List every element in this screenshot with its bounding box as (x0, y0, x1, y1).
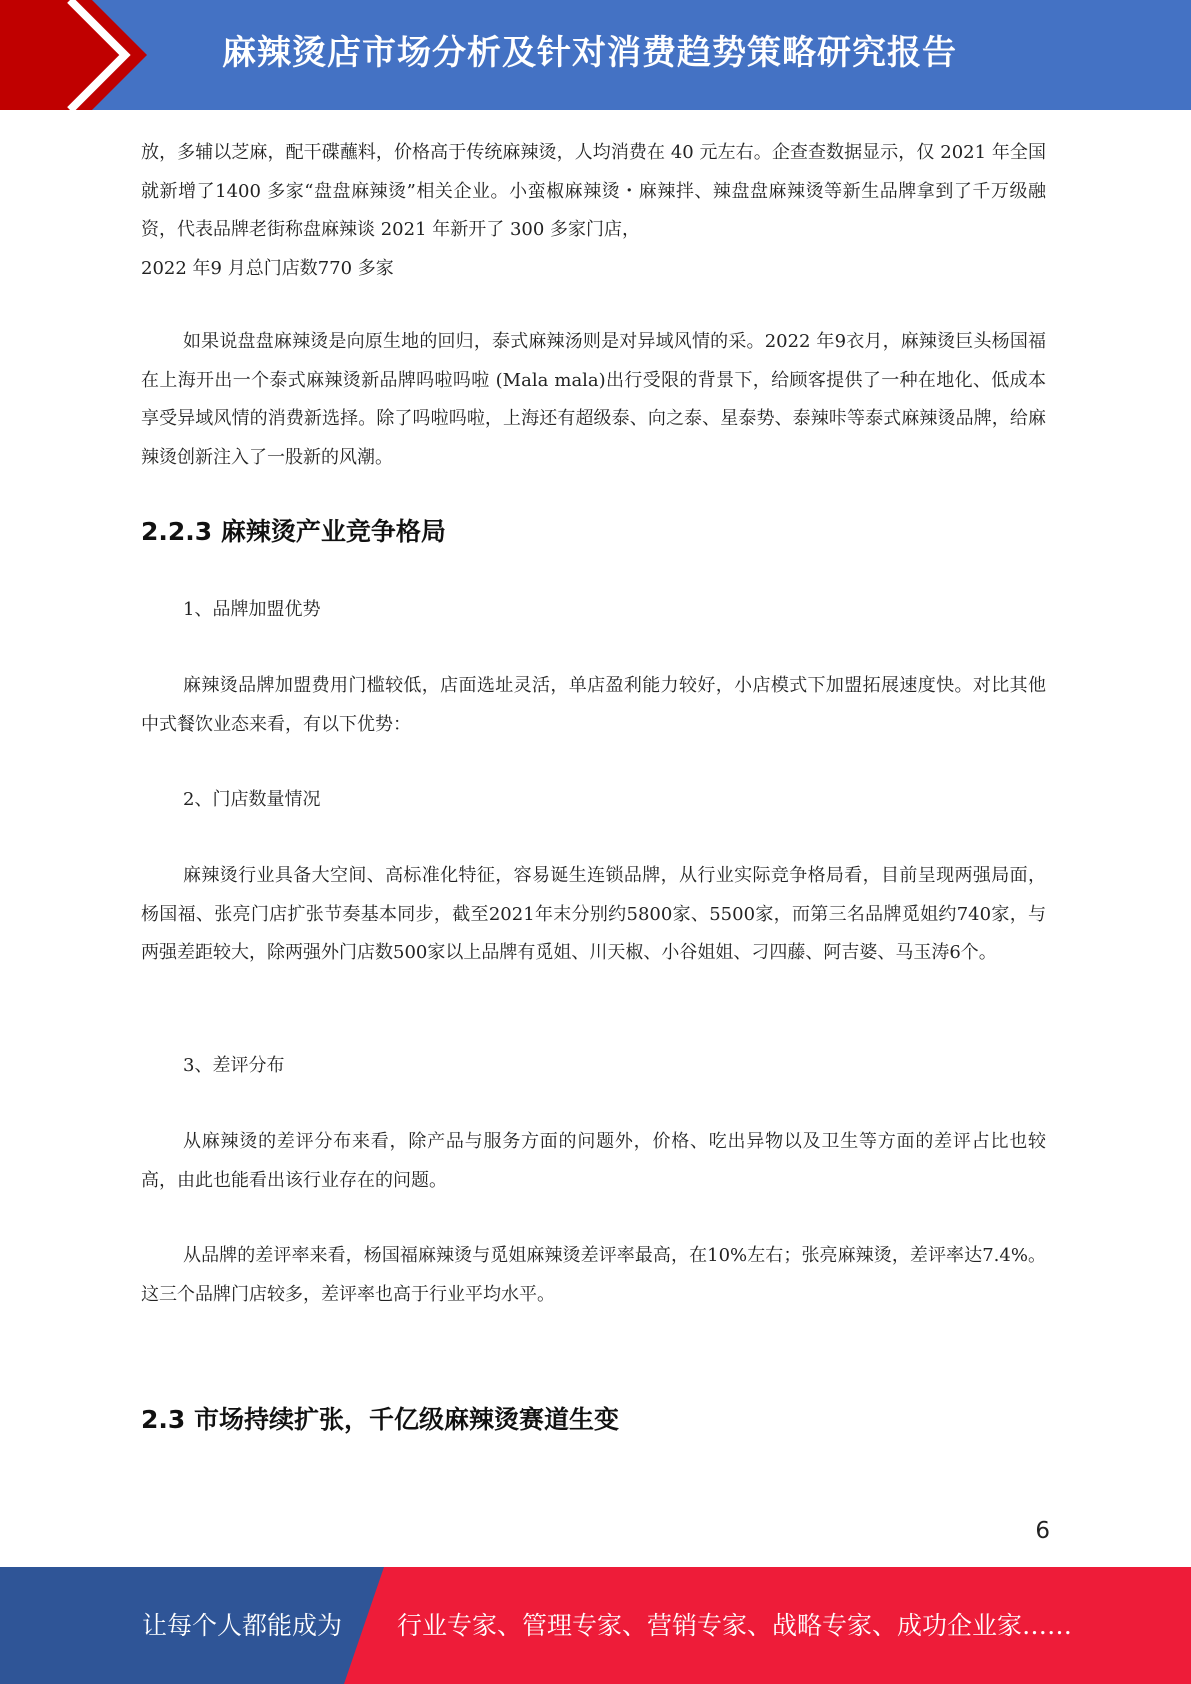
list-item-1-text: 1、品牌加盟优势 (183, 599, 321, 620)
report-title: 麻辣烫店市场分析及针对消费趋势策略研究报告 (222, 33, 957, 73)
footer-slogan-left: 让每个人都能成为 (142, 1611, 343, 1640)
paragraph-5-text: 从麻辣烫的差评分布来看，除产品与服务方面的问题外，价格、吃出异物以及卫生等方面的差评占比也较高，由此也能看出该行业存在的问题。 (141, 1131, 1046, 1191)
page-footer (0, 1567, 1191, 1684)
paragraph-1-last-line: 2022 年9 月总门店数770 多家 (141, 257, 394, 279)
header-arrow-decoration (0, 0, 160, 110)
list-item-1 (141, 591, 1046, 629)
footer-slogan-right: 行业专家、管理专家、营销专家、战略专家、成功企业家…… (397, 1611, 1073, 1640)
paragraph-3 (141, 667, 1046, 744)
paragraph-4 (141, 857, 1046, 973)
list-item-3 (141, 1047, 1046, 1085)
paragraph-6-text: 从品牌的差评率来看，杨国福麻辣烫与觅姐麻辣烫差评率最高，在10%左右；张亮麻辣烫，差评率达7.4%。这三个品牌门店较多，差评率也高于行业平均水平。 (141, 1245, 1046, 1305)
paragraph-1 (141, 134, 1046, 288)
list-item-2 (141, 781, 1046, 819)
section-heading-2-2-3 (141, 512, 1046, 548)
section-heading-2-2-3-text: 2.2.3 麻辣烫产业竞争格局 (141, 517, 446, 546)
list-item-2-text: 2、门店数量情况 (183, 789, 321, 810)
paragraph-2-text: 如果说盘盘麻辣烫是向原生地的回归，泰式麻辣汤则是对异域风情的采。2022 年9衣月，麻辣烫巨头杨国福在上海开出一个泰式麻辣烫新品牌吗啦吗啦 (Mala mala)出行受限的背景下，给顾客提供了一种在地化、低成本享受异域风情的消费新选择。除了吗啦吗啦，上海还有超级泰、向之泰、星泰势、泰辣咔等泰式麻辣烫品牌，给麻辣烫创新注入了一股新的风潮。 (141, 331, 1046, 468)
paragraph-5 (141, 1123, 1046, 1200)
paragraph-3-text: 麻辣烫品牌加盟费用门槛较低，店面选址灵活，单店盈利能力较好，小店模式下加盟拓展速度快。对比其他中式餐饮业态来看，有以下优势： (141, 675, 1046, 735)
page-number: 6 (1035, 1518, 1050, 1544)
paragraph-6 (141, 1237, 1046, 1314)
paragraph-2 (141, 323, 1046, 477)
page-header (0, 0, 1191, 110)
list-item-3-text: 3、差评分布 (183, 1055, 285, 1076)
section-heading-2-3 (141, 1400, 1046, 1436)
section-heading-2-3-text: 2.3 市场持续扩张，千亿级麻辣烫赛道生变 (141, 1405, 619, 1434)
paragraph-1-text: 放，多辅以芝麻，配干碟蘸料，价格高于传统麻辣烫，人均消费在 40 元左右。企查查数据显示，仅 2021 年全国就新增了1400 多家“盘盘麻辣烫”相关企业。小蛮椒麻辣烫・麻辣拌、辣盘盘麻辣烫等新生品牌拿到了千万级融资，代表品牌老街称盘麻辣谈 2021 年新开了 300 多家门店， (141, 142, 1046, 240)
paragraph-4-text: 麻辣烫行业具备大空间、高标准化特征，容易诞生连锁品牌，从行业实际竞争格局看，目前呈现两强局面，杨国福、张亮门店扩张节奏基本同步，截至2021年末分别约5800家、5500家，而第三名品牌觅姐约740家，与两强差距较大，除两强外门店数500家以上品牌有觅姐、川天椒、小谷姐姐、刁四藤、阿吉婆、马玉涛6个。 (141, 865, 1046, 963)
